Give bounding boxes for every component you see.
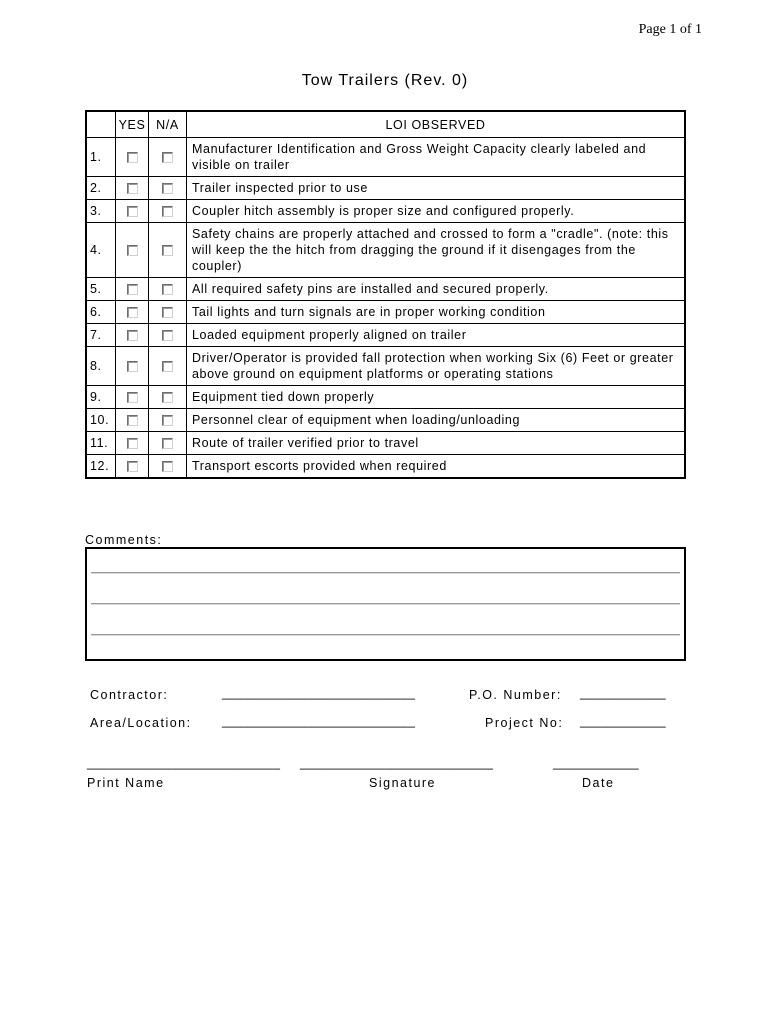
- yes-cell: [116, 347, 149, 386]
- loi-description: Loaded equipment properly aligned on trailer: [187, 324, 686, 347]
- po-number-label: P.O. Number:: [469, 688, 562, 702]
- checklist-row: [86, 455, 685, 479]
- yes-cell: [116, 301, 149, 324]
- area-location-field[interactable]: ___________________________: [222, 714, 416, 728]
- area-location-label: Area/Location:: [90, 716, 192, 730]
- row-number: 10.: [86, 409, 116, 432]
- print-name-line[interactable]: ___________________________: [87, 756, 281, 770]
- yes-checkbox[interactable]: [127, 330, 138, 341]
- row-number: 9.: [86, 386, 116, 409]
- yes-cell: [116, 324, 149, 347]
- na-cell: [149, 138, 187, 177]
- yes-checkbox[interactable]: [127, 245, 138, 256]
- loi-description: Trailer inspected prior to use: [187, 177, 686, 200]
- loi-description: Manufacturer Identification and Gross Weight Capacity clearly labeled and visible on trailer: [187, 138, 686, 177]
- comment-line[interactable]: [91, 603, 680, 605]
- yes-cell: [116, 177, 149, 200]
- document-title: Tow Trailers (Rev. 0): [301, 72, 469, 89]
- loi-description: Transport escorts provided when required: [187, 455, 686, 479]
- loi-description: Driver/Operator is provided fall protection when working Six (6) Feet or greater above ground on equipment platforms or operating stations: [187, 347, 686, 386]
- na-checkbox[interactable]: [162, 245, 173, 256]
- row-number: 3.: [86, 200, 116, 223]
- date-label: Date: [582, 776, 615, 790]
- checklist-row: [86, 223, 685, 278]
- checklist-header-row: [86, 111, 685, 138]
- checklist-row: [86, 386, 685, 409]
- yes-cell: [116, 455, 149, 479]
- project-no-field[interactable]: ____________: [580, 714, 666, 728]
- comment-line[interactable]: [91, 634, 680, 636]
- yes-checkbox[interactable]: [127, 284, 138, 295]
- loi-description: Safety chains are properly attached and crossed to form a "cradle". (note: this will keep the the hitch from dragging the ground if it disengages from the coupler): [187, 223, 686, 278]
- number-column-header: [86, 111, 116, 138]
- na-cell: [149, 278, 187, 301]
- yes-checkbox[interactable]: [127, 392, 138, 403]
- na-cell: [149, 324, 187, 347]
- checklist-row: [86, 138, 685, 177]
- yes-cell: [116, 200, 149, 223]
- row-number: 4.: [86, 223, 116, 278]
- yes-checkbox[interactable]: [127, 152, 138, 163]
- checklist-row: [86, 177, 685, 200]
- na-cell: [149, 455, 187, 479]
- na-checkbox[interactable]: [162, 438, 173, 449]
- na-checkbox[interactable]: [162, 330, 173, 341]
- po-number-field[interactable]: ____________: [580, 686, 666, 700]
- signature-line[interactable]: ___________________________: [300, 756, 494, 770]
- na-cell: [149, 301, 187, 324]
- row-number: 11.: [86, 432, 116, 455]
- na-cell: [149, 177, 187, 200]
- row-number: 2.: [86, 177, 116, 200]
- row-number: 12.: [86, 455, 116, 479]
- row-number: 7.: [86, 324, 116, 347]
- print-name-label: Print Name: [87, 776, 165, 790]
- yes-cell: [116, 223, 149, 278]
- checklist-row: [86, 278, 685, 301]
- na-checkbox[interactable]: [162, 415, 173, 426]
- checklist-table: [85, 110, 686, 479]
- loi-description: Route of trailer verified prior to travel: [187, 432, 686, 455]
- date-line[interactable]: ____________: [553, 756, 639, 770]
- na-checkbox[interactable]: [162, 361, 173, 372]
- loi-description: Tail lights and turn signals are in proper working condition: [187, 301, 686, 324]
- checklist-row: [86, 409, 685, 432]
- yes-checkbox[interactable]: [127, 415, 138, 426]
- signature-label: Signature: [369, 776, 437, 790]
- na-cell: [149, 200, 187, 223]
- contractor-label: Contractor:: [90, 688, 169, 702]
- contractor-field[interactable]: ___________________________: [222, 686, 416, 700]
- na-checkbox[interactable]: [162, 206, 173, 217]
- yes-checkbox[interactable]: [127, 438, 138, 449]
- na-cell: [149, 347, 187, 386]
- yes-checkbox[interactable]: [127, 461, 138, 472]
- na-checkbox[interactable]: [162, 307, 173, 318]
- checklist-row: [86, 432, 685, 455]
- na-checkbox[interactable]: [162, 183, 173, 194]
- yes-cell: [116, 278, 149, 301]
- na-cell: [149, 386, 187, 409]
- loi-description: Equipment tied down properly: [187, 386, 686, 409]
- row-number: 1.: [86, 138, 116, 177]
- checklist-row: [86, 301, 685, 324]
- yes-checkbox[interactable]: [127, 361, 138, 372]
- yes-cell: [116, 138, 149, 177]
- yes-cell: [116, 432, 149, 455]
- na-cell: [149, 409, 187, 432]
- row-number: 8.: [86, 347, 116, 386]
- loi-observed-column-header: LOI OBSERVED: [187, 111, 686, 138]
- na-column-header: N/A: [149, 111, 187, 138]
- na-cell: [149, 432, 187, 455]
- yes-cell: [116, 409, 149, 432]
- na-checkbox[interactable]: [162, 152, 173, 163]
- yes-checkbox[interactable]: [127, 183, 138, 194]
- comment-line[interactable]: [91, 572, 680, 574]
- yes-checkbox[interactable]: [127, 307, 138, 318]
- na-checkbox[interactable]: [162, 392, 173, 403]
- comments-box[interactable]: [85, 547, 686, 661]
- yes-cell: [116, 386, 149, 409]
- loi-description: All required safety pins are installed and secured properly.: [187, 278, 686, 301]
- na-cell: [149, 223, 187, 278]
- row-number: 5.: [86, 278, 116, 301]
- na-checkbox[interactable]: [162, 284, 173, 295]
- loi-description: Coupler hitch assembly is proper size and configured properly.: [187, 200, 686, 223]
- page-number: Page 1 of 1: [638, 22, 702, 37]
- checklist-row: [86, 200, 685, 223]
- checklist-row: [86, 347, 685, 386]
- yes-checkbox[interactable]: [127, 206, 138, 217]
- loi-description: Personnel clear of equipment when loading/unloading: [187, 409, 686, 432]
- na-checkbox[interactable]: [162, 461, 173, 472]
- checklist-row: [86, 324, 685, 347]
- comments-label: Comments:: [85, 533, 163, 547]
- row-number: 6.: [86, 301, 116, 324]
- project-no-label: Project No:: [485, 716, 564, 730]
- yes-column-header: YES: [116, 111, 149, 138]
